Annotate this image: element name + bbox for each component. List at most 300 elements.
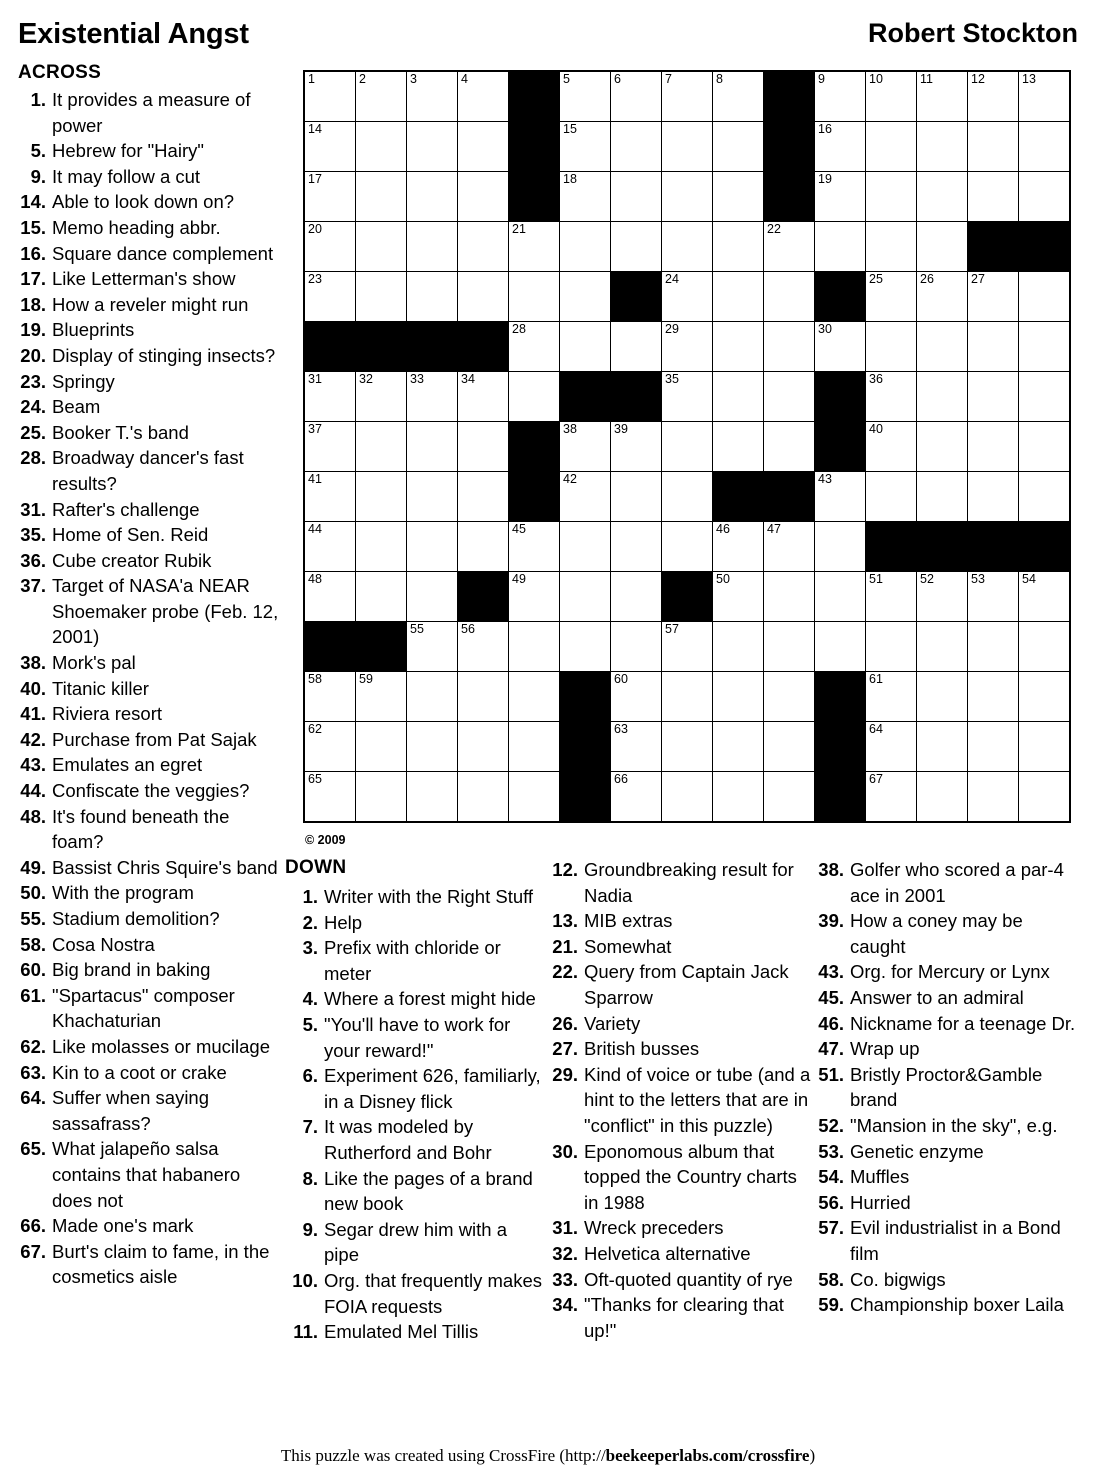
grid-cell[interactable]: [356, 372, 407, 422]
clue-text: Kin to a coot or crake: [52, 1061, 227, 1083]
grid-cell[interactable]: [560, 272, 611, 322]
grid-cell[interactable]: [458, 722, 509, 772]
grid-cell[interactable]: [509, 272, 560, 322]
clue-item[interactable]: [290, 1268, 545, 1319]
grid-cell[interactable]: [917, 622, 968, 672]
grid-cell[interactable]: [866, 372, 917, 422]
grid-cell[interactable]: [1019, 422, 1071, 472]
grid-cell[interactable]: [866, 672, 917, 722]
grid-cell[interactable]: [968, 622, 1019, 672]
grid-cell[interactable]: [356, 722, 407, 772]
grid-cell[interactable]: [662, 422, 713, 472]
grid-cell[interactable]: [662, 622, 713, 672]
grid-cell[interactable]: [662, 372, 713, 422]
clue-item[interactable]: [290, 1012, 545, 1063]
grid-cell[interactable]: [815, 322, 866, 372]
grid-cell[interactable]: [560, 572, 611, 622]
grid-cell[interactable]: [560, 71, 611, 122]
clue-item[interactable]: [816, 1062, 1078, 1113]
grid-cell[interactable]: [866, 472, 917, 522]
grid-cell[interactable]: [815, 122, 866, 172]
grid-cell[interactable]: [968, 422, 1019, 472]
clue-item[interactable]: [18, 650, 280, 676]
grid-cell-block: [304, 322, 356, 372]
grid-cell[interactable]: [917, 772, 968, 823]
grid-cell[interactable]: [304, 172, 356, 222]
clue-item[interactable]: [290, 910, 545, 936]
grid-cell[interactable]: [458, 472, 509, 522]
grid-cell[interactable]: [560, 122, 611, 172]
grid-cell[interactable]: [356, 472, 407, 522]
clue-item[interactable]: [550, 1215, 815, 1241]
clue-item[interactable]: [816, 1190, 1078, 1216]
grid-cell[interactable]: [1019, 572, 1071, 622]
clue-text: Help: [324, 911, 363, 933]
grid-cell[interactable]: [509, 672, 560, 722]
grid-cell[interactable]: [662, 472, 713, 522]
grid-cell[interactable]: [304, 272, 356, 322]
grid-cell[interactable]: [917, 222, 968, 272]
grid-cell[interactable]: [764, 672, 815, 722]
grid-cell[interactable]: [662, 71, 713, 122]
grid-cell[interactable]: [356, 172, 407, 222]
grid-cell[interactable]: [1019, 622, 1071, 672]
grid-cell[interactable]: [662, 672, 713, 722]
clue-item[interactable]: [550, 1062, 815, 1139]
grid-cell[interactable]: [1019, 122, 1071, 172]
clue-item[interactable]: [816, 1267, 1078, 1293]
clue-item[interactable]: [550, 1139, 815, 1216]
clue-number: 37.: [20, 575, 46, 597]
grid-cell[interactable]: [356, 672, 407, 722]
grid-cell[interactable]: [662, 522, 713, 572]
grid-cell[interactable]: [968, 472, 1019, 522]
grid-cell[interactable]: [713, 772, 764, 823]
grid-cell[interactable]: [764, 522, 815, 572]
grid-cell[interactable]: [458, 422, 509, 472]
grid-cell[interactable]: [304, 122, 356, 172]
grid-cell[interactable]: [713, 522, 764, 572]
grid-cell[interactable]: [304, 522, 356, 572]
clue-item[interactable]: [18, 1136, 280, 1213]
grid-cell[interactable]: [611, 222, 662, 272]
clue-item[interactable]: [18, 1213, 280, 1239]
clue-item[interactable]: [18, 676, 280, 702]
grid-cell[interactable]: [304, 472, 356, 522]
clue-text: How a reveler might run: [52, 293, 249, 315]
grid-cell[interactable]: [713, 322, 764, 372]
grid-cell[interactable]: [815, 622, 866, 672]
clue-item[interactable]: [18, 394, 280, 420]
grid-cell[interactable]: [866, 71, 917, 122]
grid-cell[interactable]: [407, 222, 458, 272]
across-clue-list: [18, 87, 280, 1290]
grid-cell[interactable]: [917, 322, 968, 372]
footer-link-text[interactable]: beekeeperlabs.com/crossfire: [605, 1446, 810, 1465]
clue-item[interactable]: [290, 884, 545, 910]
grid-cell[interactable]: [968, 772, 1019, 823]
crossword-grid[interactable]: [303, 70, 1071, 823]
clue-text: MIB extras: [584, 910, 673, 932]
grid-cell[interactable]: [968, 172, 1019, 222]
grid-cell[interactable]: [611, 422, 662, 472]
clue-item[interactable]: [18, 778, 280, 804]
grid-cell-block: [866, 522, 917, 572]
grid-cell[interactable]: [1019, 372, 1071, 422]
clue-item[interactable]: [550, 1292, 815, 1343]
grid-cell[interactable]: [917, 472, 968, 522]
clue-item[interactable]: [18, 445, 280, 496]
grid-cell[interactable]: [458, 672, 509, 722]
grid-cell[interactable]: [815, 71, 866, 122]
grid-cell[interactable]: [917, 572, 968, 622]
clue-item[interactable]: [18, 522, 280, 548]
clue-item[interactable]: [816, 1139, 1078, 1165]
grid-cell[interactable]: [866, 222, 917, 272]
grid-cell[interactable]: [968, 572, 1019, 622]
grid-cell[interactable]: [458, 772, 509, 823]
grid-cell[interactable]: [764, 222, 815, 272]
grid-cell[interactable]: [1019, 322, 1071, 372]
grid-cell-block: [509, 122, 560, 172]
grid-cell[interactable]: [713, 272, 764, 322]
grid-cell[interactable]: [815, 522, 866, 572]
clue-item[interactable]: [18, 1060, 280, 1086]
clue-item[interactable]: [18, 983, 280, 1034]
grid-cell[interactable]: [713, 622, 764, 672]
grid-cell[interactable]: [407, 272, 458, 322]
grid-cell[interactable]: [662, 172, 713, 222]
grid-cell[interactable]: [866, 122, 917, 172]
clue-number: 34.: [552, 1294, 578, 1316]
grid-cell[interactable]: [356, 422, 407, 472]
grid-cell[interactable]: [917, 172, 968, 222]
clue-item[interactable]: [550, 908, 815, 934]
grid-cell-number: 25: [869, 272, 883, 286]
clue-text: Eponomous album that topped the Country charts in 1988: [584, 1140, 797, 1213]
grid-cell[interactable]: [407, 572, 458, 622]
grid-cell[interactable]: [713, 222, 764, 272]
grid-cell[interactable]: [764, 622, 815, 672]
grid-cell[interactable]: [866, 722, 917, 772]
grid-cell[interactable]: [764, 272, 815, 322]
grid-cell[interactable]: [1019, 272, 1071, 322]
clue-item[interactable]: [18, 1239, 280, 1290]
grid-cell[interactable]: [458, 522, 509, 572]
grid-cell[interactable]: [611, 572, 662, 622]
grid-cell[interactable]: [968, 272, 1019, 322]
grid-cell-number: 13: [1022, 72, 1036, 86]
grid-cell[interactable]: [713, 172, 764, 222]
grid-cell[interactable]: [304, 71, 356, 122]
grid-cell[interactable]: [1019, 672, 1071, 722]
clue-item[interactable]: [18, 548, 280, 574]
grid-cell-number: 60: [614, 672, 628, 686]
clue-item[interactable]: [18, 752, 280, 778]
grid-cell[interactable]: [866, 772, 917, 823]
clue-number: 2.: [302, 911, 318, 933]
grid-cell[interactable]: [560, 622, 611, 672]
grid-cell[interactable]: [458, 222, 509, 272]
grid-cell[interactable]: [611, 122, 662, 172]
clue-item[interactable]: [816, 1036, 1078, 1062]
grid-cell[interactable]: [304, 672, 356, 722]
grid-cell[interactable]: [611, 472, 662, 522]
grid-cell[interactable]: [304, 572, 356, 622]
grid-cell[interactable]: [713, 71, 764, 122]
grid-cell[interactable]: [662, 222, 713, 272]
grid-cell[interactable]: [407, 122, 458, 172]
clue-item[interactable]: [290, 1217, 545, 1268]
grid-cell[interactable]: [866, 272, 917, 322]
grid-cell[interactable]: [509, 222, 560, 272]
clue-number: 22.: [552, 961, 578, 983]
grid-cell-block: [815, 422, 866, 472]
clue-item[interactable]: [18, 957, 280, 983]
grid-cell[interactable]: [1019, 772, 1071, 823]
grid-cell[interactable]: [560, 172, 611, 222]
clue-item[interactable]: [18, 215, 280, 241]
clue-item[interactable]: [550, 857, 815, 908]
clue-item[interactable]: [816, 985, 1078, 1011]
grid-cell[interactable]: [611, 722, 662, 772]
grid-cell-number: 27: [971, 272, 985, 286]
clue-item[interactable]: [550, 934, 815, 960]
clue-number: 39.: [818, 910, 844, 932]
grid-cell[interactable]: [713, 422, 764, 472]
grid-cell[interactable]: [611, 672, 662, 722]
clue-text: Bristly Proctor&Gamble brand: [850, 1063, 1043, 1111]
clue-item[interactable]: [18, 343, 280, 369]
grid-cell[interactable]: [509, 522, 560, 572]
clue-item[interactable]: [290, 986, 545, 1012]
grid-cell[interactable]: [1019, 172, 1071, 222]
grid-cell[interactable]: [713, 122, 764, 172]
grid-cell[interactable]: [458, 122, 509, 172]
grid-cell[interactable]: [356, 522, 407, 572]
clue-item[interactable]: [18, 420, 280, 446]
clue-item[interactable]: [816, 1292, 1078, 1318]
grid-cell-number: 4: [461, 72, 468, 86]
grid-cell[interactable]: [662, 322, 713, 372]
grid-cell[interactable]: [1019, 71, 1071, 122]
grid-cell[interactable]: [356, 222, 407, 272]
clue-item[interactable]: [18, 497, 280, 523]
clue-item[interactable]: [18, 369, 280, 395]
grid-cell[interactable]: [304, 422, 356, 472]
grid-cell[interactable]: [509, 322, 560, 372]
clue-item[interactable]: [816, 908, 1078, 959]
grid-cell[interactable]: [815, 572, 866, 622]
grid-cell-number: 48: [308, 572, 322, 586]
grid-cell[interactable]: [611, 622, 662, 672]
clue-item[interactable]: [816, 1215, 1078, 1266]
clue-item[interactable]: [18, 266, 280, 292]
grid-cell[interactable]: [764, 422, 815, 472]
grid-cell[interactable]: [560, 472, 611, 522]
clue-item[interactable]: [18, 804, 280, 855]
grid-cell[interactable]: [968, 122, 1019, 172]
grid-cell[interactable]: [356, 71, 407, 122]
clue-text: Purchase from Pat Sajak: [52, 728, 257, 750]
clue-item[interactable]: [18, 932, 280, 958]
clue-item[interactable]: [18, 189, 280, 215]
grid-cell[interactable]: [917, 272, 968, 322]
clue-item[interactable]: [18, 855, 280, 881]
footer-text-before: This puzzle was created using CrossFire (http://: [280, 1446, 606, 1465]
grid-cell[interactable]: [560, 322, 611, 372]
clue-item[interactable]: [18, 880, 280, 906]
clue-text: How a coney may be caught: [850, 910, 1023, 957]
clue-item[interactable]: [18, 138, 280, 164]
grid-cell[interactable]: [611, 322, 662, 372]
grid-cell[interactable]: [407, 722, 458, 772]
grid-cell[interactable]: [509, 772, 560, 823]
grid-cell[interactable]: [1019, 472, 1071, 522]
clue-text: Like the pages of a brand new book: [324, 1167, 533, 1215]
grid-cell[interactable]: [815, 172, 866, 222]
grid-cell[interactable]: [407, 472, 458, 522]
clue-number: 16.: [20, 242, 46, 264]
grid-cell[interactable]: [407, 622, 458, 672]
grid-cell[interactable]: [407, 372, 458, 422]
clue-item[interactable]: [290, 935, 545, 986]
grid-cell[interactable]: [815, 472, 866, 522]
clue-number: 53.: [818, 1140, 844, 1162]
grid-cell[interactable]: [509, 622, 560, 672]
clue-item[interactable]: [550, 1011, 815, 1037]
clue-item[interactable]: [550, 1036, 815, 1062]
clue-item[interactable]: [18, 87, 280, 138]
grid-cell[interactable]: [407, 772, 458, 823]
grid-cell[interactable]: [304, 222, 356, 272]
clue-item[interactable]: [816, 1011, 1078, 1037]
clue-item[interactable]: [18, 906, 280, 932]
grid-cell[interactable]: [866, 172, 917, 222]
grid-cell[interactable]: [611, 172, 662, 222]
grid-cell[interactable]: [917, 722, 968, 772]
grid-cell[interactable]: [662, 272, 713, 322]
clue-item[interactable]: [816, 1164, 1078, 1190]
clue-item[interactable]: [18, 727, 280, 753]
grid-cell-number: 30: [818, 322, 832, 336]
grid-cell[interactable]: [560, 422, 611, 472]
grid-cell[interactable]: [458, 172, 509, 222]
grid-cell[interactable]: [407, 71, 458, 122]
grid-cell[interactable]: [611, 71, 662, 122]
grid-cell[interactable]: [458, 272, 509, 322]
grid-cell[interactable]: [917, 71, 968, 122]
grid-cell[interactable]: [356, 572, 407, 622]
clue-item[interactable]: [18, 1034, 280, 1060]
grid-cell[interactable]: [968, 71, 1019, 122]
clue-item[interactable]: [18, 573, 280, 650]
grid-cell[interactable]: [407, 422, 458, 472]
author-name: Robert Stockton: [867, 18, 1078, 48]
grid-cell[interactable]: [764, 772, 815, 823]
grid-cell[interactable]: [713, 372, 764, 422]
clue-item[interactable]: [290, 1114, 545, 1165]
clue-item[interactable]: [550, 1267, 815, 1293]
clue-item[interactable]: [18, 701, 280, 727]
grid-cell[interactable]: [407, 672, 458, 722]
grid-cell[interactable]: [917, 122, 968, 172]
grid-cell[interactable]: [509, 372, 560, 422]
clue-item[interactable]: [816, 1113, 1078, 1139]
grid-cell[interactable]: [458, 372, 509, 422]
grid-cell[interactable]: [815, 222, 866, 272]
grid-cell[interactable]: [866, 322, 917, 372]
grid-cell[interactable]: [458, 71, 509, 122]
grid-cell[interactable]: [764, 322, 815, 372]
grid-cell[interactable]: [304, 722, 356, 772]
grid-cell-block: [815, 722, 866, 772]
grid-cell[interactable]: [713, 572, 764, 622]
grid-cell[interactable]: [458, 622, 509, 672]
clue-item[interactable]: [816, 959, 1078, 985]
grid-cell[interactable]: [662, 772, 713, 823]
clue-item[interactable]: [816, 857, 1078, 908]
grid-cell[interactable]: [713, 722, 764, 772]
grid-cell[interactable]: [611, 522, 662, 572]
grid-cell[interactable]: [917, 372, 968, 422]
grid-cell[interactable]: [968, 322, 1019, 372]
grid-cell-number: 11: [920, 72, 933, 86]
grid-cell[interactable]: [917, 672, 968, 722]
grid-cell[interactable]: [917, 422, 968, 472]
grid-cell[interactable]: [560, 522, 611, 572]
clue-number: 19.: [20, 319, 46, 341]
clue-item[interactable]: [18, 292, 280, 318]
grid-cell[interactable]: [968, 722, 1019, 772]
grid-cell[interactable]: [560, 222, 611, 272]
clue-item[interactable]: [290, 1063, 545, 1114]
clue-item[interactable]: [290, 1166, 545, 1217]
grid-cell[interactable]: [356, 772, 407, 823]
grid-cell[interactable]: [509, 572, 560, 622]
clue-item[interactable]: [550, 959, 815, 1010]
grid-cell[interactable]: [304, 372, 356, 422]
grid-cell[interactable]: [968, 372, 1019, 422]
grid-cell[interactable]: [713, 672, 764, 722]
clue-item[interactable]: [18, 317, 280, 343]
clue-item[interactable]: [18, 164, 280, 190]
grid-cell[interactable]: [356, 122, 407, 172]
grid-cell[interactable]: [509, 722, 560, 772]
grid-cell[interactable]: [662, 122, 713, 172]
grid-cell[interactable]: [356, 272, 407, 322]
grid-cell[interactable]: [611, 772, 662, 823]
grid-cell[interactable]: [407, 172, 458, 222]
clue-item[interactable]: [550, 1241, 815, 1267]
grid-cell[interactable]: [304, 772, 356, 823]
grid-cell[interactable]: [407, 522, 458, 572]
grid-cell[interactable]: [764, 722, 815, 772]
grid-cell-number: 15: [563, 122, 577, 136]
grid-cell[interactable]: [662, 722, 713, 772]
grid-cell[interactable]: [1019, 722, 1071, 772]
grid-cell[interactable]: [866, 622, 917, 672]
grid-cell[interactable]: [866, 422, 917, 472]
grid-cell[interactable]: [866, 572, 917, 622]
clue-item[interactable]: [18, 241, 280, 267]
grid-cell[interactable]: [764, 372, 815, 422]
clue-item[interactable]: [18, 1085, 280, 1136]
clue-item[interactable]: [290, 1319, 545, 1345]
clue-number: 46.: [818, 1012, 844, 1034]
grid-cell[interactable]: [968, 672, 1019, 722]
grid-cell[interactable]: [764, 572, 815, 622]
